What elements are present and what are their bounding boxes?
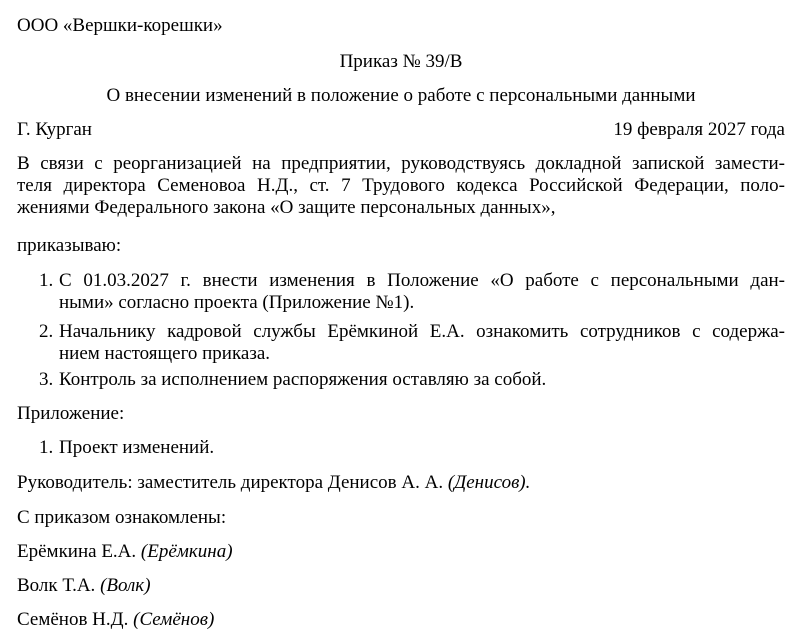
order-item-line: ными» согласно проекта (Приложение №1). — [59, 292, 415, 313]
preamble-line: В связи с реорганизацией на предприятии, руководствуясь докладной запиской замести- — [17, 153, 785, 174]
order-date: 19 февраля 2027 года — [613, 119, 785, 140]
acquainted-name: Ерёмкина Е.А. — [17, 541, 137, 562]
acquainted-label: С приказом ознакомлены: — [17, 507, 227, 528]
acquainted-signature: (Семёнов) — [133, 609, 215, 630]
appendix-item-text: Проект изменений. — [59, 437, 215, 458]
acquainted-name: Семёнов Н.Д. — [17, 609, 129, 630]
order-word: приказываю: — [17, 235, 122, 256]
order-item-line: Контроль за исполнением распоряжения оставляю за собой. — [59, 369, 547, 390]
head-signature-line — [17, 472, 530, 494]
order-item-line: Начальнику кадровой службы Ерёмкиной Е.А. ознакомить сотрудников с содержа- — [59, 321, 785, 342]
acquainted-row — [17, 541, 233, 563]
preamble — [17, 153, 785, 219]
acquainted-row — [17, 609, 214, 631]
order-item-number: 1. — [39, 270, 54, 291]
acquainted-name: Волк Т.А. — [17, 575, 96, 596]
head-label: Руководитель: заместитель директора Денисов А. А. — [17, 472, 444, 493]
order-subject: О внесении изменений в положение о работе с персональными данными — [106, 85, 696, 106]
acquainted-signature: (Волк) — [100, 575, 151, 596]
order-item-line: С 01.03.2027 г. внести изменения в Положение «О работе с персональными дан- — [59, 270, 785, 291]
appendix-item-number: 1. — [39, 437, 54, 458]
organization-name: ООО «Вершки-корешки» — [17, 15, 223, 36]
head-signature: (Денисов). — [447, 472, 531, 493]
order-item-line: нием настоящего приказа. — [59, 343, 271, 364]
appendix-item — [39, 437, 785, 459]
acquainted-signature: (Ерёмкина) — [140, 541, 233, 562]
order-item — [39, 369, 785, 391]
order-title: Приказ № 39/В — [339, 51, 463, 72]
order-item — [39, 270, 785, 314]
preamble-line: теля директора Семеновоа Н.Д., ст. 7 Трудового кодекса Российской Федерации, поло- — [17, 175, 785, 196]
preamble-line: жениями Федерального закона «О защите персональных данных», — [17, 197, 556, 218]
order-item-number: 3. — [39, 369, 54, 390]
order-item-number: 2. — [39, 321, 54, 342]
order-item — [39, 321, 785, 365]
appendix-label: Приложение: — [17, 403, 125, 424]
city: Г. Курган — [17, 119, 92, 140]
acquainted-row — [17, 575, 151, 597]
